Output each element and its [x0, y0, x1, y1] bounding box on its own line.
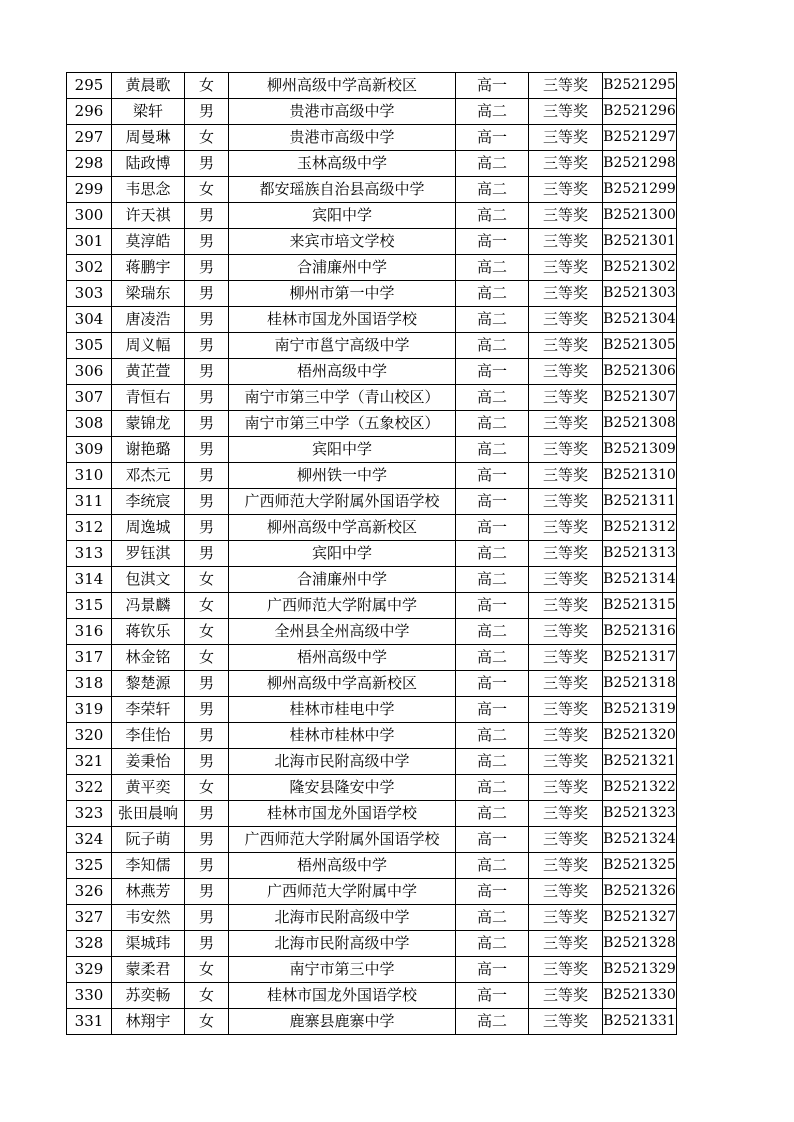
- award-level-cell: 三等奖: [529, 645, 603, 671]
- certificate-number-cell: B2521311: [603, 489, 677, 515]
- grade-cell: 高一: [456, 463, 529, 489]
- certificate-number-cell: B2521329: [603, 957, 677, 983]
- gender-cell: 男: [185, 749, 229, 775]
- grade-cell: 高一: [456, 593, 529, 619]
- row-number-cell: 303: [67, 281, 112, 307]
- table-row: [67, 827, 677, 853]
- certificate-number-cell: B2521314: [603, 567, 677, 593]
- school-cell: 南宁市第三中学: [229, 957, 456, 983]
- gender-cell: 女: [185, 983, 229, 1009]
- row-number-cell: 320: [67, 723, 112, 749]
- certificate-number-cell: B2521325: [603, 853, 677, 879]
- gender-cell: 女: [185, 177, 229, 203]
- grade-cell: 高一: [456, 73, 529, 99]
- gender-cell: 女: [185, 957, 229, 983]
- table-row: [67, 593, 677, 619]
- school-cell: 桂林市桂电中学: [229, 697, 456, 723]
- student-name-cell: 李统宸: [112, 489, 185, 515]
- row-number-cell: 319: [67, 697, 112, 723]
- gender-cell: 男: [185, 671, 229, 697]
- school-cell: 宾阳中学: [229, 541, 456, 567]
- student-name-cell: 黎楚源: [112, 671, 185, 697]
- grade-cell: 高二: [456, 177, 529, 203]
- student-name-cell: 陆政博: [112, 151, 185, 177]
- certificate-number-cell: B2521306: [603, 359, 677, 385]
- gender-cell: 男: [185, 151, 229, 177]
- school-cell: 广西师范大学附属中学: [229, 879, 456, 905]
- student-name-cell: 黄芷萱: [112, 359, 185, 385]
- grade-cell: 高二: [456, 151, 529, 177]
- row-number-cell: 312: [67, 515, 112, 541]
- grade-cell: 高二: [456, 437, 529, 463]
- school-cell: 柳州市第一中学: [229, 281, 456, 307]
- awards-table-body: [67, 73, 677, 1035]
- certificate-number-cell: B2521304: [603, 307, 677, 333]
- grade-cell: 高二: [456, 853, 529, 879]
- table-row: [67, 411, 677, 437]
- table-row: [67, 73, 677, 99]
- school-cell: 贵港市高级中学: [229, 99, 456, 125]
- certificate-number-cell: B2521317: [603, 645, 677, 671]
- table-row: [67, 749, 677, 775]
- school-cell: 都安瑶族自治县高级中学: [229, 177, 456, 203]
- table-row: [67, 645, 677, 671]
- grade-cell: 高一: [456, 879, 529, 905]
- gender-cell: 女: [185, 645, 229, 671]
- table-row: [67, 723, 677, 749]
- certificate-number-cell: B2521310: [603, 463, 677, 489]
- table-row: [67, 879, 677, 905]
- award-level-cell: 三等奖: [529, 853, 603, 879]
- table-row: [67, 1009, 677, 1035]
- gender-cell: 男: [185, 359, 229, 385]
- gender-cell: 男: [185, 801, 229, 827]
- table-row: [67, 775, 677, 801]
- award-level-cell: 三等奖: [529, 541, 603, 567]
- grade-cell: 高二: [456, 645, 529, 671]
- grade-cell: 高二: [456, 255, 529, 281]
- grade-cell: 高二: [456, 1009, 529, 1035]
- row-number-cell: 313: [67, 541, 112, 567]
- award-level-cell: 三等奖: [529, 489, 603, 515]
- award-level-cell: 三等奖: [529, 801, 603, 827]
- certificate-number-cell: B2521318: [603, 671, 677, 697]
- table-row: [67, 905, 677, 931]
- student-name-cell: 黄晨歌: [112, 73, 185, 99]
- student-name-cell: 张田晨响: [112, 801, 185, 827]
- certificate-number-cell: B2521308: [603, 411, 677, 437]
- row-number-cell: 324: [67, 827, 112, 853]
- table-row: [67, 151, 677, 177]
- award-level-cell: 三等奖: [529, 255, 603, 281]
- student-name-cell: 李荣轩: [112, 697, 185, 723]
- award-level-cell: 三等奖: [529, 229, 603, 255]
- table-row: [67, 931, 677, 957]
- school-cell: 柳州铁一中学: [229, 463, 456, 489]
- award-level-cell: 三等奖: [529, 905, 603, 931]
- row-number-cell: 302: [67, 255, 112, 281]
- student-name-cell: 罗钰淇: [112, 541, 185, 567]
- table-row: [67, 281, 677, 307]
- school-cell: 来宾市培文学校: [229, 229, 456, 255]
- school-cell: 广西师范大学附属外国语学校: [229, 827, 456, 853]
- grade-cell: 高一: [456, 957, 529, 983]
- school-cell: 合浦廉州中学: [229, 255, 456, 281]
- school-cell: 桂林市国龙外国语学校: [229, 801, 456, 827]
- row-number-cell: 327: [67, 905, 112, 931]
- grade-cell: 高一: [456, 671, 529, 697]
- student-name-cell: 周义幅: [112, 333, 185, 359]
- table-row: [67, 203, 677, 229]
- row-number-cell: 322: [67, 775, 112, 801]
- row-number-cell: 297: [67, 125, 112, 151]
- certificate-number-cell: B2521326: [603, 879, 677, 905]
- table-row: [67, 619, 677, 645]
- student-name-cell: 林金铭: [112, 645, 185, 671]
- student-name-cell: 林燕芳: [112, 879, 185, 905]
- student-name-cell: 苏奕畅: [112, 983, 185, 1009]
- school-cell: 宾阳中学: [229, 203, 456, 229]
- row-number-cell: 301: [67, 229, 112, 255]
- awards-table: [66, 72, 677, 1035]
- student-name-cell: 包淇文: [112, 567, 185, 593]
- award-level-cell: 三等奖: [529, 515, 603, 541]
- award-level-cell: 三等奖: [529, 463, 603, 489]
- grade-cell: 高二: [456, 99, 529, 125]
- award-level-cell: 三等奖: [529, 1009, 603, 1035]
- school-cell: 隆安县隆安中学: [229, 775, 456, 801]
- row-number-cell: 306: [67, 359, 112, 385]
- row-number-cell: 316: [67, 619, 112, 645]
- school-cell: 玉林高级中学: [229, 151, 456, 177]
- table-row: [67, 801, 677, 827]
- gender-cell: 男: [185, 931, 229, 957]
- row-number-cell: 311: [67, 489, 112, 515]
- gender-cell: 男: [185, 905, 229, 931]
- student-name-cell: 蒋钦乐: [112, 619, 185, 645]
- award-level-cell: 三等奖: [529, 749, 603, 775]
- row-number-cell: 321: [67, 749, 112, 775]
- gender-cell: 男: [185, 307, 229, 333]
- student-name-cell: 莫淳皓: [112, 229, 185, 255]
- award-level-cell: 三等奖: [529, 333, 603, 359]
- grade-cell: 高二: [456, 333, 529, 359]
- grade-cell: 高一: [456, 489, 529, 515]
- grade-cell: 高二: [456, 619, 529, 645]
- school-cell: 全州县全州高级中学: [229, 619, 456, 645]
- school-cell: 梧州高级中学: [229, 853, 456, 879]
- certificate-number-cell: B2521309: [603, 437, 677, 463]
- grade-cell: 高二: [456, 801, 529, 827]
- grade-cell: 高二: [456, 541, 529, 567]
- student-name-cell: 黄平奕: [112, 775, 185, 801]
- school-cell: 南宁市邕宁高级中学: [229, 333, 456, 359]
- certificate-number-cell: B2521321: [603, 749, 677, 775]
- certificate-number-cell: B2521299: [603, 177, 677, 203]
- student-name-cell: 青恒右: [112, 385, 185, 411]
- award-level-cell: 三等奖: [529, 957, 603, 983]
- gender-cell: 男: [185, 697, 229, 723]
- certificate-number-cell: B2521331: [603, 1009, 677, 1035]
- table-row: [67, 853, 677, 879]
- student-name-cell: 蒋鹏宇: [112, 255, 185, 281]
- grade-cell: 高二: [456, 905, 529, 931]
- gender-cell: 男: [185, 203, 229, 229]
- certificate-number-cell: B2521322: [603, 775, 677, 801]
- certificate-number-cell: B2521300: [603, 203, 677, 229]
- table-row: [67, 567, 677, 593]
- student-name-cell: 李佳怡: [112, 723, 185, 749]
- school-cell: 梧州高级中学: [229, 359, 456, 385]
- award-level-cell: 三等奖: [529, 879, 603, 905]
- school-cell: 桂林市桂林中学: [229, 723, 456, 749]
- certificate-number-cell: B2521324: [603, 827, 677, 853]
- award-level-cell: 三等奖: [529, 983, 603, 1009]
- grade-cell: 高一: [456, 697, 529, 723]
- table-row: [67, 255, 677, 281]
- grade-cell: 高二: [456, 203, 529, 229]
- table-row: [67, 957, 677, 983]
- grade-cell: 高一: [456, 359, 529, 385]
- row-number-cell: 305: [67, 333, 112, 359]
- table-row: [67, 99, 677, 125]
- gender-cell: 男: [185, 255, 229, 281]
- student-name-cell: 冯景麟: [112, 593, 185, 619]
- student-name-cell: 周逸城: [112, 515, 185, 541]
- school-cell: 桂林市国龙外国语学校: [229, 983, 456, 1009]
- student-name-cell: 梁轩: [112, 99, 185, 125]
- award-level-cell: 三等奖: [529, 437, 603, 463]
- award-level-cell: 三等奖: [529, 593, 603, 619]
- school-cell: 宾阳中学: [229, 437, 456, 463]
- table-row: [67, 541, 677, 567]
- table-row: [67, 671, 677, 697]
- student-name-cell: 谢艳璐: [112, 437, 185, 463]
- school-cell: 北海市民附高级中学: [229, 749, 456, 775]
- award-level-cell: 三等奖: [529, 697, 603, 723]
- grade-cell: 高一: [456, 827, 529, 853]
- certificate-number-cell: B2521316: [603, 619, 677, 645]
- row-number-cell: 331: [67, 1009, 112, 1035]
- school-cell: 鹿寨县鹿寨中学: [229, 1009, 456, 1035]
- row-number-cell: 298: [67, 151, 112, 177]
- gender-cell: 男: [185, 437, 229, 463]
- gender-cell: 女: [185, 1009, 229, 1035]
- grade-cell: 高二: [456, 307, 529, 333]
- school-cell: 梧州高级中学: [229, 645, 456, 671]
- row-number-cell: 328: [67, 931, 112, 957]
- gender-cell: 男: [185, 853, 229, 879]
- certificate-number-cell: B2521313: [603, 541, 677, 567]
- table-row: [67, 125, 677, 151]
- gender-cell: 男: [185, 99, 229, 125]
- certificate-number-cell: B2521305: [603, 333, 677, 359]
- certificate-number-cell: B2521320: [603, 723, 677, 749]
- student-name-cell: 林翔宇: [112, 1009, 185, 1035]
- student-name-cell: 姜秉怡: [112, 749, 185, 775]
- school-cell: 南宁市第三中学（五象校区）: [229, 411, 456, 437]
- table-row: [67, 333, 677, 359]
- school-cell: 柳州高级中学高新校区: [229, 515, 456, 541]
- award-level-cell: 三等奖: [529, 671, 603, 697]
- award-level-cell: 三等奖: [529, 177, 603, 203]
- row-number-cell: 304: [67, 307, 112, 333]
- table-row: [67, 515, 677, 541]
- award-level-cell: 三等奖: [529, 203, 603, 229]
- award-level-cell: 三等奖: [529, 359, 603, 385]
- certificate-number-cell: B2521327: [603, 905, 677, 931]
- award-level-cell: 三等奖: [529, 931, 603, 957]
- gender-cell: 男: [185, 515, 229, 541]
- table-row: [67, 385, 677, 411]
- school-cell: 合浦廉州中学: [229, 567, 456, 593]
- certificate-number-cell: B2521303: [603, 281, 677, 307]
- row-number-cell: 323: [67, 801, 112, 827]
- student-name-cell: 唐凌浩: [112, 307, 185, 333]
- award-level-cell: 三等奖: [529, 151, 603, 177]
- school-cell: 桂林市国龙外国语学校: [229, 307, 456, 333]
- table-row: [67, 359, 677, 385]
- certificate-number-cell: B2521328: [603, 931, 677, 957]
- gender-cell: 男: [185, 411, 229, 437]
- award-level-cell: 三等奖: [529, 619, 603, 645]
- grade-cell: 高一: [456, 983, 529, 1009]
- gender-cell: 女: [185, 775, 229, 801]
- row-number-cell: 310: [67, 463, 112, 489]
- gender-cell: 女: [185, 567, 229, 593]
- certificate-number-cell: B2521307: [603, 385, 677, 411]
- award-level-cell: 三等奖: [529, 827, 603, 853]
- row-number-cell: 317: [67, 645, 112, 671]
- student-name-cell: 许天祺: [112, 203, 185, 229]
- table-row: [67, 229, 677, 255]
- row-number-cell: 318: [67, 671, 112, 697]
- row-number-cell: 315: [67, 593, 112, 619]
- grade-cell: 高一: [456, 125, 529, 151]
- gender-cell: 女: [185, 73, 229, 99]
- certificate-number-cell: B2521315: [603, 593, 677, 619]
- student-name-cell: 李知儒: [112, 853, 185, 879]
- grade-cell: 高二: [456, 749, 529, 775]
- row-number-cell: 314: [67, 567, 112, 593]
- table-row: [67, 697, 677, 723]
- gender-cell: 男: [185, 463, 229, 489]
- certificate-number-cell: B2521297: [603, 125, 677, 151]
- school-cell: 贵港市高级中学: [229, 125, 456, 151]
- grade-cell: 高二: [456, 411, 529, 437]
- student-name-cell: 渠城玮: [112, 931, 185, 957]
- certificate-number-cell: B2521302: [603, 255, 677, 281]
- certificate-number-cell: B2521330: [603, 983, 677, 1009]
- gender-cell: 男: [185, 723, 229, 749]
- student-name-cell: 韦安然: [112, 905, 185, 931]
- school-cell: 柳州高级中学高新校区: [229, 671, 456, 697]
- grade-cell: 高二: [456, 775, 529, 801]
- award-level-cell: 三等奖: [529, 99, 603, 125]
- gender-cell: 男: [185, 541, 229, 567]
- gender-cell: 男: [185, 879, 229, 905]
- grade-cell: 高一: [456, 229, 529, 255]
- certificate-number-cell: B2521312: [603, 515, 677, 541]
- table-row: [67, 307, 677, 333]
- gender-cell: 男: [185, 385, 229, 411]
- certificate-number-cell: B2521295: [603, 73, 677, 99]
- award-level-cell: 三等奖: [529, 411, 603, 437]
- grade-cell: 高二: [456, 567, 529, 593]
- gender-cell: 男: [185, 229, 229, 255]
- gender-cell: 男: [185, 827, 229, 853]
- gender-cell: 女: [185, 593, 229, 619]
- student-name-cell: 蒙柔君: [112, 957, 185, 983]
- table-row: [67, 463, 677, 489]
- student-name-cell: 邓杰元: [112, 463, 185, 489]
- student-name-cell: 梁瑞东: [112, 281, 185, 307]
- grade-cell: 高二: [456, 281, 529, 307]
- award-level-cell: 三等奖: [529, 73, 603, 99]
- table-row: [67, 489, 677, 515]
- award-level-cell: 三等奖: [529, 125, 603, 151]
- grade-cell: 高二: [456, 385, 529, 411]
- row-number-cell: 330: [67, 983, 112, 1009]
- school-cell: 柳州高级中学高新校区: [229, 73, 456, 99]
- grade-cell: 高二: [456, 931, 529, 957]
- school-cell: 广西师范大学附属中学: [229, 593, 456, 619]
- certificate-number-cell: B2521319: [603, 697, 677, 723]
- certificate-number-cell: B2521323: [603, 801, 677, 827]
- grade-cell: 高一: [456, 515, 529, 541]
- row-number-cell: 326: [67, 879, 112, 905]
- row-number-cell: 309: [67, 437, 112, 463]
- row-number-cell: 299: [67, 177, 112, 203]
- school-cell: 南宁市第三中学（青山校区）: [229, 385, 456, 411]
- student-name-cell: 蒙锦龙: [112, 411, 185, 437]
- row-number-cell: 329: [67, 957, 112, 983]
- table-row: [67, 177, 677, 203]
- row-number-cell: 300: [67, 203, 112, 229]
- row-number-cell: 307: [67, 385, 112, 411]
- school-cell: 广西师范大学附属外国语学校: [229, 489, 456, 515]
- school-cell: 北海市民附高级中学: [229, 905, 456, 931]
- certificate-number-cell: B2521298: [603, 151, 677, 177]
- gender-cell: 男: [185, 281, 229, 307]
- award-level-cell: 三等奖: [529, 281, 603, 307]
- certificate-number-cell: B2521301: [603, 229, 677, 255]
- row-number-cell: 295: [67, 73, 112, 99]
- gender-cell: 女: [185, 125, 229, 151]
- award-level-cell: 三等奖: [529, 723, 603, 749]
- certificate-number-cell: B2521296: [603, 99, 677, 125]
- table-row: [67, 983, 677, 1009]
- table-row: [67, 437, 677, 463]
- award-level-cell: 三等奖: [529, 307, 603, 333]
- school-cell: 北海市民附高级中学: [229, 931, 456, 957]
- student-name-cell: 周曼琳: [112, 125, 185, 151]
- award-level-cell: 三等奖: [529, 775, 603, 801]
- student-name-cell: 韦思念: [112, 177, 185, 203]
- award-level-cell: 三等奖: [529, 385, 603, 411]
- student-name-cell: 阮子萌: [112, 827, 185, 853]
- row-number-cell: 325: [67, 853, 112, 879]
- gender-cell: 女: [185, 619, 229, 645]
- gender-cell: 男: [185, 333, 229, 359]
- row-number-cell: 296: [67, 99, 112, 125]
- award-level-cell: 三等奖: [529, 567, 603, 593]
- gender-cell: 男: [185, 489, 229, 515]
- row-number-cell: 308: [67, 411, 112, 437]
- grade-cell: 高二: [456, 723, 529, 749]
